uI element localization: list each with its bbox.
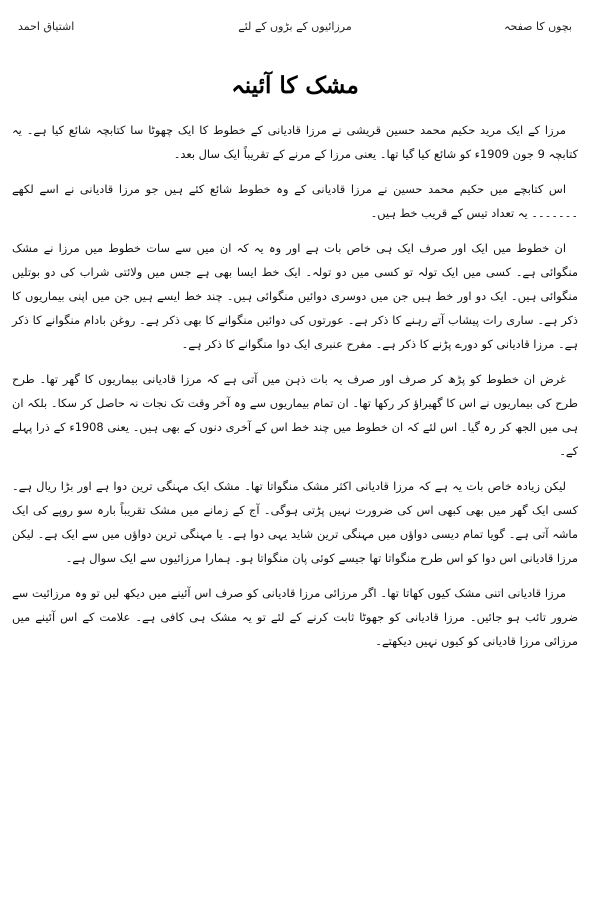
section-subtitle: مرزائیوں کے بڑوں کے لئے <box>238 20 352 33</box>
article-title: مشک کا آئینہ <box>231 72 359 99</box>
paragraph-3: ان خطوط میں ایک اور صرف ایک ہی خاص بات ہے اور وہ یہ کہ ان میں سے سات خطوط میں مرزا نے مشک منگوائی ہے۔ کسی میں ایک تولہ تو کسی میں دو تولہ۔ ایک خط ایسا بھی ہے جس میں ولائتی شراب کی دو بوتلیں منگوائی ہیں۔ ایک دو اور خط ہیں جن میں دوسری دوائیں منگوائی ہیں۔ چند خط ایسے ہیں جن میں اپنی بیماریوں کا ذکر ہے۔ ساری رات پیشاب آتے رہنے کا ذکر ہے۔ عورتوں کی دوائیں منگوانے کا بھی ذکر ہے۔ روغن بادام منگوانے کا ذکر ہے۔ مرزا قادیانی کو دورے پڑنے کا ذکر ہے۔ مفرح عنبری ایک دوا منگوانے کا ذکر ہے۔ <box>12 241 578 351</box>
paragraph-4: غرض ان خطوط کو پڑھ کر صرف اور صرف یہ بات ذہن میں آتی ہے کہ مرزا قادیانی بیماریوں کا گھر تھا۔ طرح طرح کی بیماریوں نے اس کا گھیراؤ کر رکھا تھا۔ ان تمام بیماریوں سے وہ آخر وقت تک نجات نہ حاصل کر سکا۔ بلکہ ان ہی میں الجھ کر رہ گیا۔ اس لئے کہ ان خطوط میں چند خط اس کے آخری دنوں کے بھی ہیں۔ یعنی 1908ء کے ذرا پہلے کے۔ <box>12 372 579 458</box>
paragraph-5: لیکن زیادہ خاص بات یہ ہے کہ مرزا قادیانی اکثر مشک منگواتا تھا۔ مشک ایک مہنگی ترین دوا ہے اور بڑا ریال ہے۔ کسی ایک گھر میں بھی کبھی اس کی ضرورت نہیں پڑتی ہوگی۔ آج کے زمانے میں مشک تقریباً بارہ سو روپے کی ایک ماشہ آتی ہے۔ گویا تمام دیسی دواؤں میں مہنگی ترین شاید یہی دوا ہے۔ یا مہنگی ترین دواؤں میں سے ایک ہے۔ لیکن مرزا قادیانی اس دوا کو اس طرح منگواتا تھا جیسے کوئی پان منگواتا ہو۔ ہمارا مرزائیوں سے ایک سوال ہے۔ <box>12 479 578 565</box>
paragraph-6: مرزا قادیانی اتنی مشک کیوں کھاتا تھا۔ اگر مرزائی مرزا قادیانی کو صرف اس آئینے میں دیکھ لیں تو وہ مرزائیت سے ضرور تائب ہو جائیں۔ مرزا قادیانی کو جھوٹا ثابت کرنے کے لئے تو یہ مشک ہی کافی ہے۔ علامت کے اس آئینے میں مرزائی مرزا قادیانی کو کیوں نہیں دیکھتے۔ <box>12 586 578 648</box>
author-name: اشتیاق احمد <box>18 20 75 33</box>
paragraph-2: اس کتابچے میں حکیم محمد حسین نے مرزا قادیانی کے وہ خطوط شائع کئے ہیں جو مرزا قادیانی نے اسے لکھے ۔۔۔۔۔۔۔ یہ تعداد تیس کے قریب خط ہیں۔ <box>12 182 578 220</box>
article-body <box>12 118 578 664</box>
section-label: بچوں کا صفحہ <box>504 20 572 33</box>
paragraph-1: مرزا کے ایک مرید حکیم محمد حسین قریشی نے مرزا قادیانی کے خطوط کا ایک چھوٹا سا کتابچہ شائع کیا ہے۔ یہ کتابچہ 9 جون 1909ء کو شائع کیا گیا تھا۔ یعنی مرزا کے مرنے کے تقریباً ایک سال بعد۔ <box>12 123 578 161</box>
page-header <box>18 20 572 42</box>
